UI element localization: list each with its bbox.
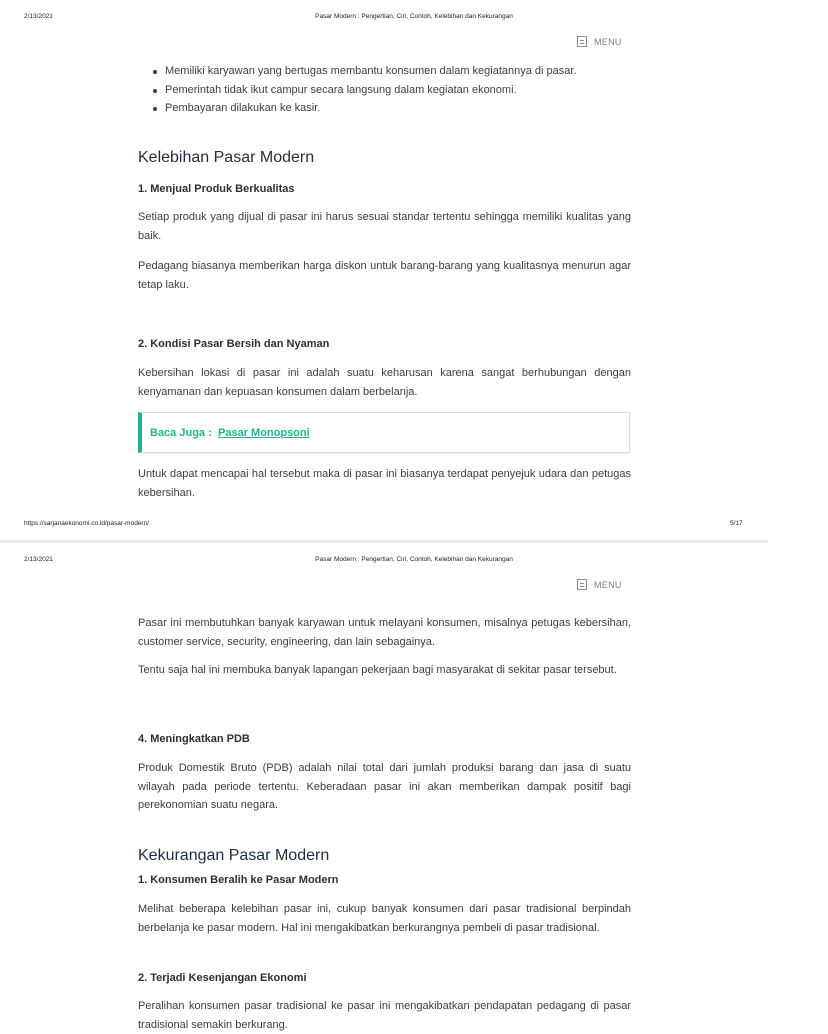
paragraph: Setiap produk yang dijual di pasar ini harus sesuai standar tertentu sehingga memiliki kualitas yang baik.: [138, 211, 631, 242]
pdf-page-1: [0, 0, 768, 540]
paragraph: Peralihan konsumen pasar tradisional ke pasar ini mengakibatkan pendapatan pedagang di pasar tradisional semakin berkurang.: [138, 1000, 631, 1031]
header-date: 2/13/2021: [24, 13, 53, 20]
paragraph: Pedagang biasanya memberikan harga diskon untuk barang-barang yang kualitasnya menurun agar tetap laku.: [138, 260, 631, 291]
subsection-title: 2. Kondisi Pasar Bersih dan Nyaman: [138, 338, 330, 350]
paragraph: Produk Domestik Bruto (PDB) adalah nilai total dari jumlah produksi barang dan jasa di suatu wilayah pada periode tertentu. Keberadaan pasar ini akan memberikan dampak positif bagi perekonomian suatu negara.: [138, 762, 631, 811]
baca-juga-box: [138, 412, 630, 453]
paragraph: Untuk dapat mencapai hal tersebut maka di pasar ini biasanya terdapat penyejuk udara dan petugas kebersihan.: [138, 468, 631, 499]
section-title-kekurangan: Kekurangan Pasar Modern: [138, 847, 330, 864]
menu-button[interactable]: [577, 36, 622, 47]
footer-url: https://sarjanaekonomi.co.id/pasar-modern/: [24, 520, 150, 527]
header-title: Pasar Modern : Pengertian, Ciri, Contoh, Kelebihan dan Kekurangan: [315, 13, 513, 20]
subsection-title: 4. Meningkatkan PDB: [138, 733, 250, 745]
subsection-title: 1. Menjual Produk Berkualitas: [138, 183, 295, 195]
menu-label: MENU: [594, 579, 622, 590]
header-title: Pasar Modern : Pengertian, Ciri, Contoh, Kelebihan dan Kekurangan: [315, 556, 513, 563]
paragraph: Pasar ini membutuhkan banyak karyawan untuk melayani konsumen, misalnya petugas kebersihan, customer service, security, engineering, dan lain sebagainya.: [138, 617, 631, 648]
header-date: 2/13/2021: [24, 556, 53, 563]
subsection-title: 2. Terjadi Kesenjangan Ekonomi: [138, 972, 307, 984]
menu-button[interactable]: [577, 579, 622, 590]
feature-list: [138, 62, 631, 118]
baca-juga-label: Baca Juga :: [150, 427, 212, 439]
menu-icon: [577, 579, 587, 590]
list-item: Pembayaran dilakukan ke kasir.: [138, 99, 631, 118]
list-item: Pemerintah tidak ikut campur secara langsung dalam kegiatan ekonomi.: [138, 81, 631, 100]
baca-juga-link[interactable]: Pasar Monopsoni: [218, 427, 310, 439]
paragraph: Melihat beberapa kelebihan pasar ini, cukup banyak konsumen dari pasar tradisional berpindah berbelanja ke pasar modern. Hal ini mengakibatkan berkurangnya pembeli di pasar tradisional.: [138, 903, 631, 934]
paragraph: Tentu saja hal ini membuka banyak lapangan pekerjaan bagi masyarakat di sekitar pasar tersebut.: [138, 664, 617, 676]
footer-page-number: 5/17: [730, 520, 743, 527]
section-title-kelebihan: Kelebihan Pasar Modern: [138, 149, 315, 166]
menu-label: MENU: [594, 36, 622, 47]
pdf-page-2: [0, 543, 768, 1031]
list-item: Memiliki karyawan yang bertugas membantu konsumen dalam kegiatannya di pasar.: [138, 62, 631, 81]
subsection-title: 1. Konsumen Beralih ke Pasar Modern: [138, 874, 339, 886]
menu-icon: [577, 36, 587, 47]
paragraph: Kebersihan lokasi di pasar ini adalah suatu keharusan karena sangat berhubungan dengan kenyamanan dan kepuasan konsumen dalam berbelanja.: [138, 367, 631, 398]
